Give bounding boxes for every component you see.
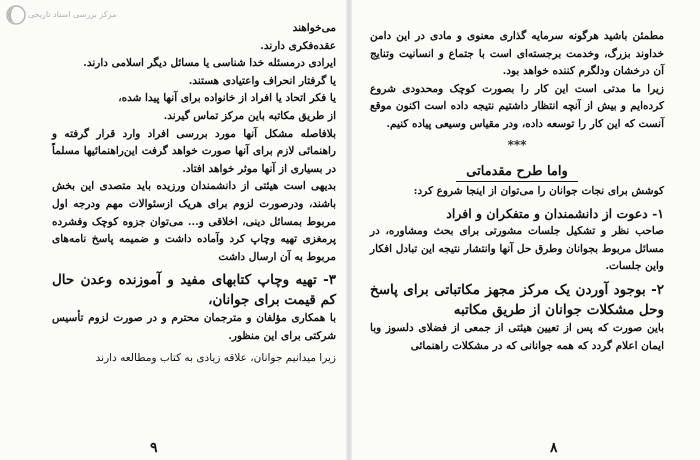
left-paragraph-6: از طریق مکاتبه باین مرکز تماس گیرند. [163, 109, 336, 122]
section-stars: *** [507, 137, 527, 152]
page-number-left: ۹ [150, 440, 158, 456]
left-last-line: زیرا میدانیم جوانان، علاقه زیادی به کتاب ومطالعه دارند [95, 351, 336, 364]
left-paragraph-8: بدیهی است هیئتی از دانشمندان ورزیده باید متصدی این بخش باشند، ودرصورت لزوم برای هریک ازسئوالات مهم ودرجه اول مربوط بمسائل دینی، اخلاقی و... می‌توان جزوه کوچک وفشرده پرمغزی تهیه وچاپ کرد وآماده داشت و ضمیمه پاسخ نامه‌های مربوط به آن ارسال داشت [52, 180, 336, 263]
item-2-body: باین صورت که پس از تعیین هیئتی از جمعی از فضلای دلسوز وبا ایمان اعلام گردد که همه جوانانی که در مشکلات راهنمائی [370, 321, 664, 352]
left-heading-item-3: ۳- تهیه وچاپ کتابهای مفید و آموزنده وعدن حال کم قیمت برای جوانان، [52, 272, 336, 309]
right-page [350, 0, 700, 460]
right-paragraph-1: مطمئن باشید هرگونه سرمایه گذاری معنوی و مادی در این دامن خداوند بزرگ، وخدمت برجسته‌ای است با جتماع و انسانیت وتنایج آن درخشان ودلگرم کننده خواهد بود. [370, 30, 664, 78]
left-paragraph-5: یا فکر اتحاد یا افراد از خانواده برای آنها پیدا شده، [118, 92, 336, 105]
left-heading-tail: با همکاری مؤلفان و مترجمان محترم و در صورت لزوم تأسیس شرکتی برای این منظور. [52, 312, 336, 342]
item-1-heading: ۱- دعوت از دانشمندان و متفکران و افراد [446, 206, 664, 222]
left-paragraph-4: یا گرفتار انحراف واعتیادی هستند. [188, 74, 336, 87]
page-number-right: ۸ [550, 440, 558, 456]
watermark-text: مرکز بررسی اسناد تاریخی [28, 10, 117, 19]
item-1-body: صاحب نظر و تشکیل جلسات مشورتی برای بحث ومشاوره، در مسائل مربوط بجوانان وطرق حل آنها وانتشار نتیجه این تبادل افکار واین جلسات. [370, 225, 664, 273]
right-page-body [370, 28, 664, 355]
right-intro: کوشش برای نجات جوانان را می‌توان از اینجا شروع کرد: [413, 184, 664, 197]
left-paragraph-2: عقده‌فکری دارند. [260, 39, 336, 52]
item-2-heading: ۲- بوجود آوردن یک مرکز مجهز مکاتباتی برای پاسخ وحل مشکلات جوانان از طریق مکاتبه [370, 281, 664, 318]
section-title: واما طرح مقدماتی [456, 164, 578, 182]
section-title-wrap [370, 160, 664, 179]
left-page-body [52, 20, 336, 367]
left-paragraph-7: بلافاصله مشکل آنها مورد بررسی افراد وارد قرار گرفته و راهنمائی لازم برای آنها صورت خواهد گرفت این‌راهنمائیها مسلماً در بسیاری از آنها موثر خواهد افتاد. [52, 127, 336, 175]
right-paragraph-2: زیرا ما مدتی است این کار را بصورت کوچک ومحدودی شروع کرده‌ایم و بیش از آنچه انتظار داشتیم نتیجه داده است اکنون موقع آنست که این کار را توسعه داده، ودر مقیاس وسیعی پیاده کنیم. [370, 82, 664, 130]
left-paragraph-3: ایرادی درمسئله خدا شناسی یا مسائل دیگر اسلامی دارند. [83, 57, 336, 70]
left-paragraph-1: می‌خواهند [292, 22, 336, 34]
